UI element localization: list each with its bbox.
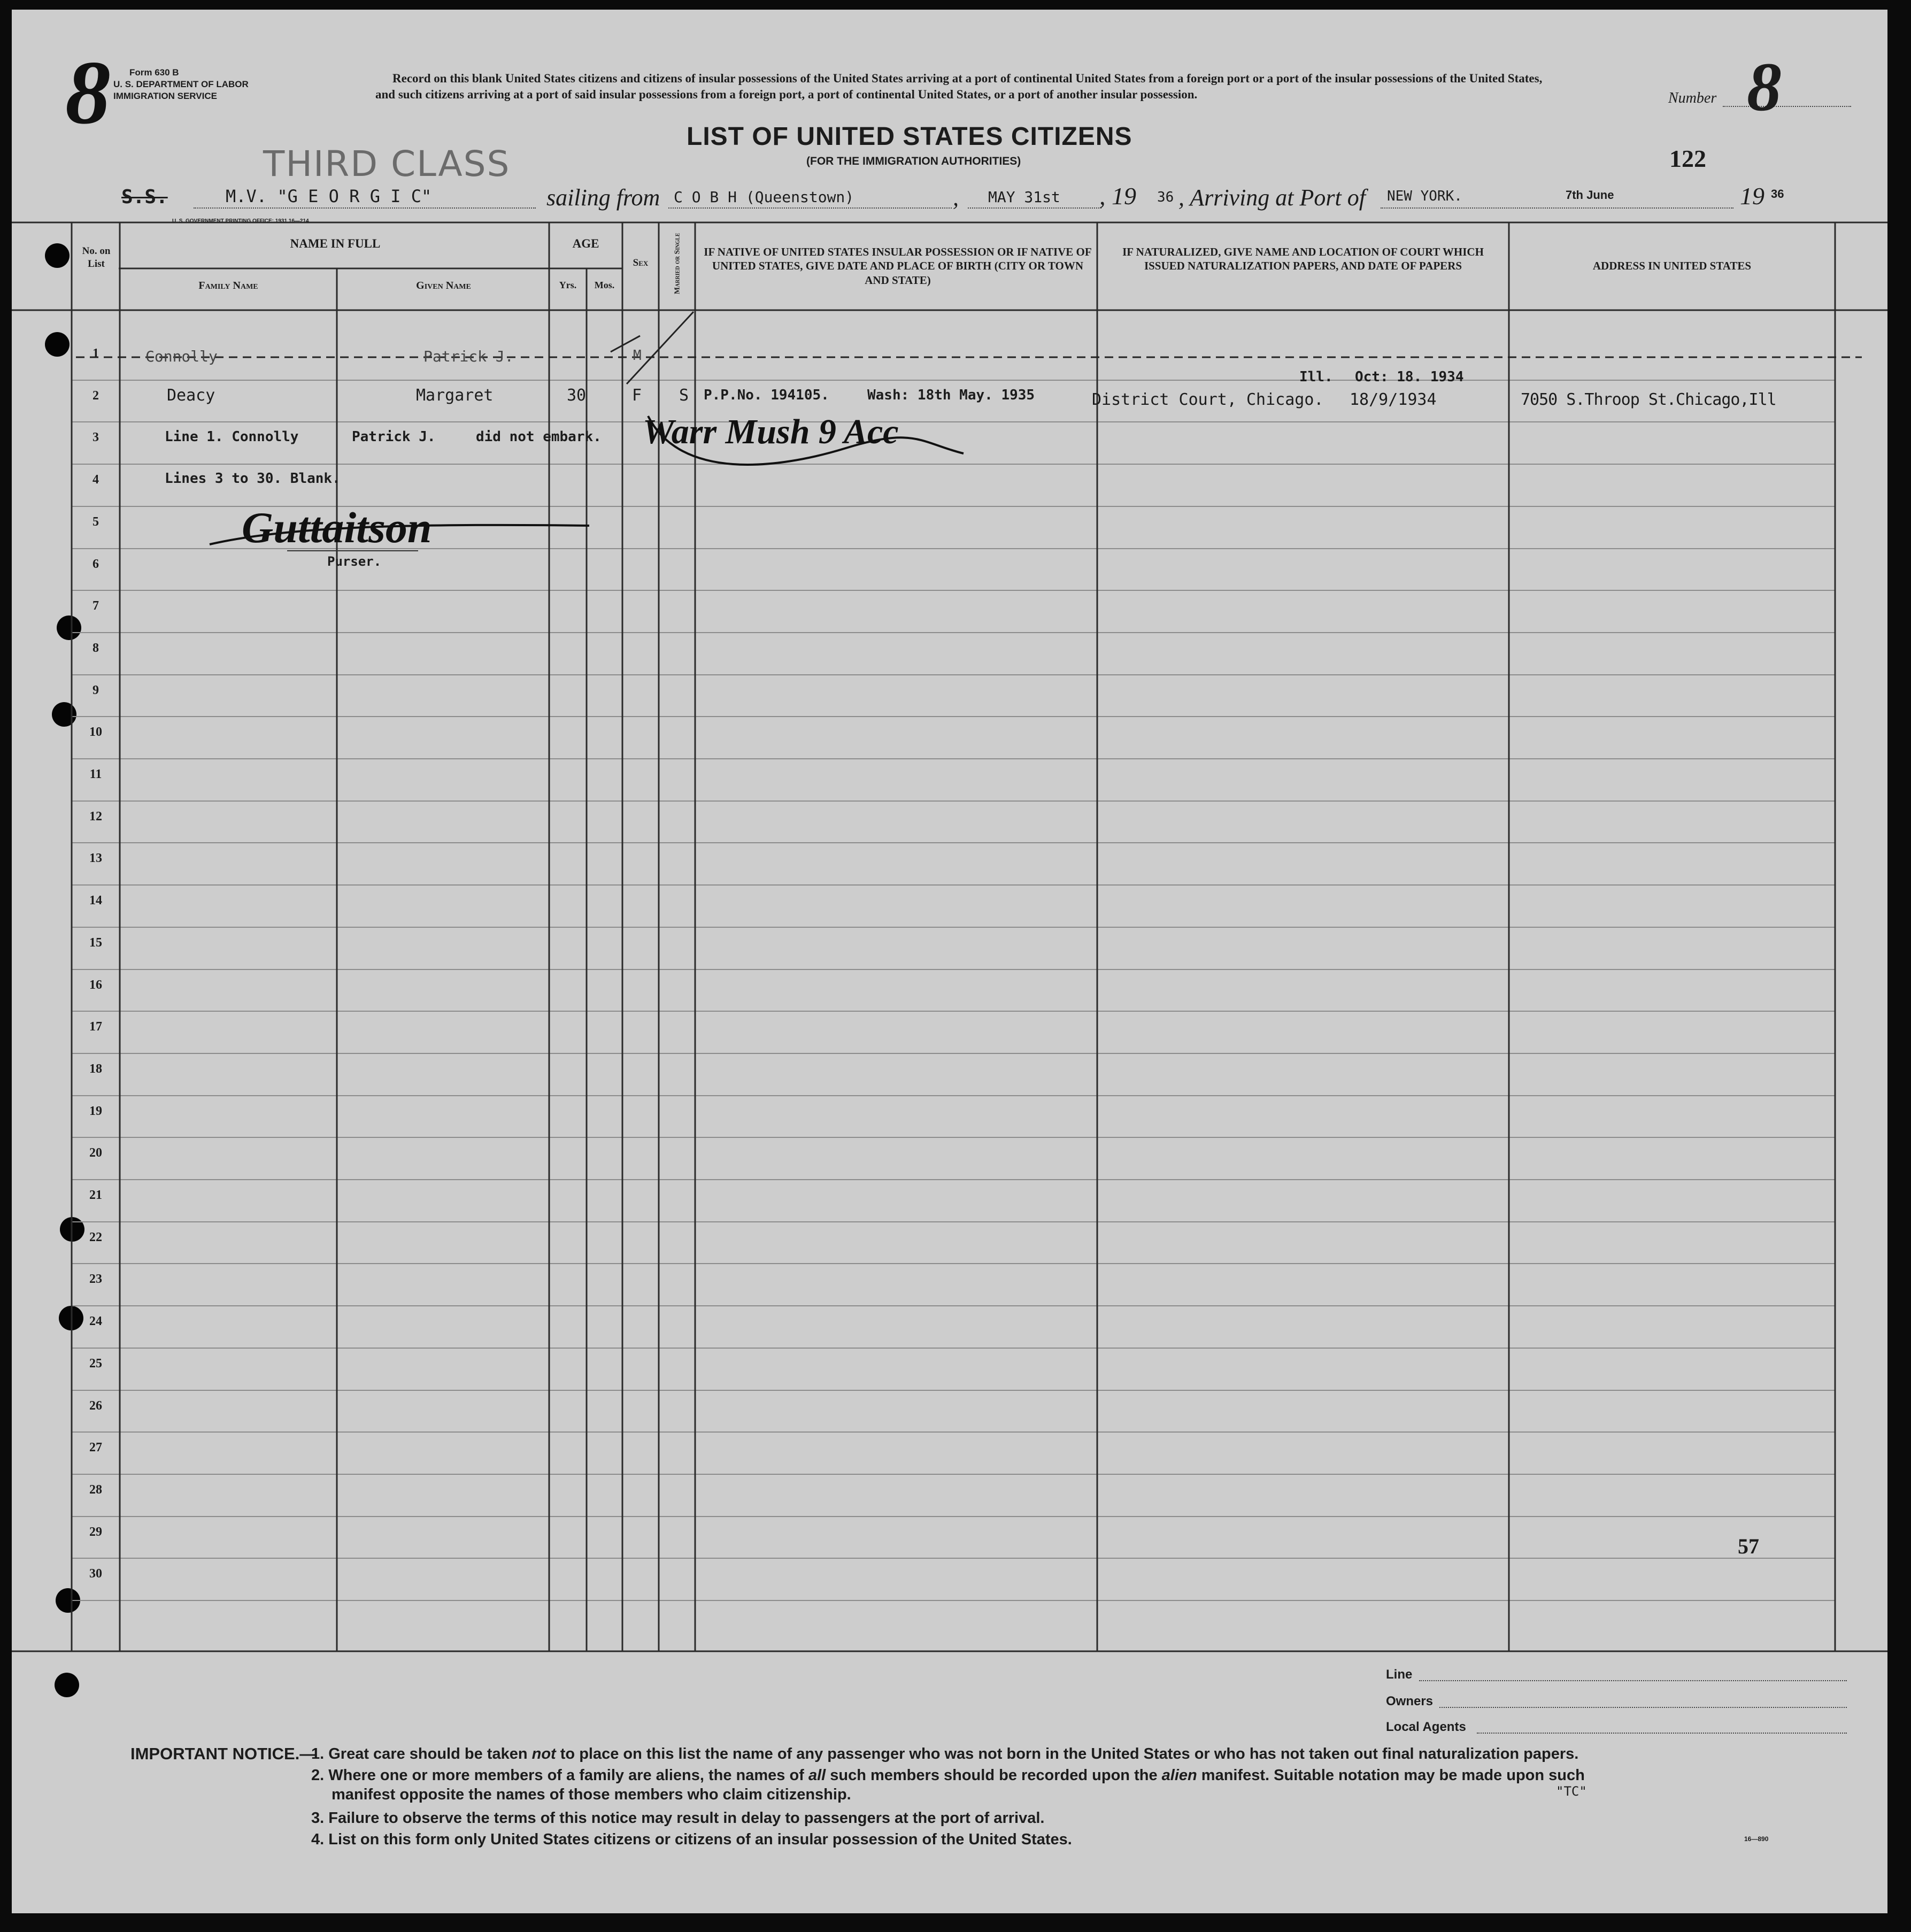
line-number: 13 [89,851,102,865]
notice-item-2-continued: manifest opposite the names of those members who claim citizenship. [332,1786,851,1803]
col-given-name: Given Name [416,280,471,291]
margin-number: 57 [1738,1534,1759,1558]
row2-age: 30 [567,386,587,405]
notice-2-text-b: such members should be recorded upon the [826,1767,1162,1784]
row2-family-name: Deacy [167,386,215,405]
table-grid [12,10,1887,1913]
line-number: 6 [93,557,99,571]
notice-2-text-c: manifest. Suitable notation may be made upon such [1197,1767,1585,1784]
notice-item-3: 3. Failure to observe the terms of this notice may result in delay to passengers at the port of arrival. [311,1810,1045,1827]
row2-court-date-typed: 18/9/1934 [1350,390,1437,409]
sailing-date: MAY 31st [988,188,1060,206]
line-number: 9 [93,683,99,697]
line-number: 8 [93,641,99,655]
purser-title: Purser. [327,554,382,569]
col-name-in-full: NAME IN FULL [290,237,381,250]
line-number: 12 [89,810,102,823]
notice-1-text-a: 1. Great care should be taken [311,1745,532,1762]
number-value: 8 [1747,49,1782,126]
manifest-sheet [12,10,1887,1913]
line-number: 20 [89,1146,102,1160]
line-number: 21 [89,1188,102,1202]
row2-passport: P.P.No. 194105. [704,387,829,403]
line-number: 28 [89,1483,102,1497]
line-number: 27 [89,1441,102,1454]
row2-marital-status: S [679,386,689,405]
line-number: 25 [89,1357,102,1371]
line-number: 1 [93,347,99,360]
tc-mark: "TC" [1556,1784,1587,1799]
service-label: IMMIGRATION SERVICE [113,91,217,101]
notice-2-emphasis-alien: alien [1161,1767,1197,1784]
line-number: 4 [93,473,99,487]
notice-title: IMPORTANT NOTICE.— [130,1744,317,1763]
row2-passport-issued: Wash: 18th May. 1935 [867,387,1035,403]
row2-court: District Court, Chicago. [1092,390,1324,409]
arrival-year-prefix: 19 [1740,182,1764,210]
form-number: Form 630 B [129,67,179,78]
row1-family-name: Connolly [145,348,218,365]
arrival-date: 7th June [1566,188,1614,202]
class-stamp: THIRD CLASS [263,143,511,184]
line-number: 15 [89,936,102,950]
col-married-single: Married or Single [673,233,682,295]
line-underline [1419,1680,1847,1681]
line-number: 29 [89,1525,102,1539]
line-number: 30 [89,1567,102,1581]
row1-sex: M [633,348,642,364]
instruction-paragraph: Record on this blank United States citizens and citizens of insular possessions of the United States arriving at a port of continental United States from a foreign port or a port of the insular possessions of the United States, and such citizens arriving at a port of said insular possessions from a foreign port, a port of continental United States, or a port of another insular possession. [375,72,1543,101]
col-no-on-list: No. on List [82,245,111,270]
col-sex: Sex [633,257,649,268]
sailing-from-label: sailing from [546,184,660,211]
vessel-name: M.V. "G E O R G I C" [226,186,432,206]
margin-handwritten-number: 8 [65,42,111,143]
notice-1-emphasis: not [531,1745,556,1762]
notice-item-2 [311,1767,1585,1784]
notice-item-4: 4. List on this form only United States citizens or citizens of an insular possession of the United States. [311,1831,1072,1848]
row2-court-state: Ill. [1299,369,1333,385]
line-number: 22 [89,1230,102,1244]
sail-year-prefix: , 19 [1099,182,1136,210]
comma-mark: , [953,184,959,211]
page-title: LIST OF UNITED STATES CITIZENS [687,122,1132,151]
col-birth-info: IF NATIVE OF UNITED STATES INSULAR POSSESSION OR IF NATIVE OF UNITED STATES, GIVE DATE AND PLACE OF BIRTH (CITY OR TOWN AND STATE) [704,245,1092,287]
handwritten-annotation: Warr Mush 9 Acc [643,412,899,451]
line-number: 26 [89,1399,102,1413]
line-label: Line [1386,1667,1413,1682]
row4-note: Lines 3 to 30. Blank. [165,471,341,487]
line-number: 10 [89,725,102,739]
line-number: 17 [89,1020,102,1034]
vessel-prefix: S.S. [121,186,168,208]
col-naturalization: IF NATURALIZED, GIVE NAME AND LOCATION OF COURT WHICH ISSUED NATURALIZATION PAPERS, AND DATE OF PAPERS [1122,245,1484,273]
row3-note-line: Line 1. Connolly [165,429,299,445]
arrival-port: NEW YORK. [1387,188,1462,204]
local-agents-label: Local Agents [1386,1720,1466,1734]
number-label: Number [1668,90,1717,106]
row2-address: 7050 S.Throop St.Chicago,Ill [1521,390,1776,409]
line-number: 11 [89,767,102,781]
col-age-years: Yrs. [559,280,577,290]
notice-2-text-a: 2. Where one or more members of a family are aliens, the names of [311,1767,808,1784]
owners-label: Owners [1386,1694,1434,1708]
line-number: 5 [93,515,99,529]
line-number: 18 [89,1062,102,1076]
notice-item-1 [311,1745,1578,1763]
owners-underline [1439,1707,1847,1708]
col-address: ADDRESS IN UNITED STATES [1592,259,1752,272]
line-number: 14 [89,894,102,907]
line-number: 7 [93,599,99,613]
row2-given-name: Margaret [416,386,494,405]
form-code: 16—890 [1744,1835,1769,1843]
line-number: 24 [89,1314,102,1328]
arrival-year: 36 [1771,187,1784,201]
sailing-from-port: C O B H (Queenstown) [674,188,854,206]
page-stamp-number: 122 [1669,145,1706,172]
row2-sex: F [632,386,642,405]
line-number: 3 [93,430,99,444]
line-number: 19 [89,1104,102,1118]
col-age: AGE [572,237,599,250]
arriving-label: , Arriving at Port of [1178,184,1366,211]
row1-given-name: Patrick J. [423,348,514,365]
sail-year: 36 [1157,189,1174,205]
row3-note-status: did not embark. [476,429,602,445]
row3-note-name: Patrick J. [352,429,436,445]
page-subtitle: (FOR THE IMMIGRATION AUTHORITIES) [806,155,1021,167]
col-family-name: Family Name [198,280,258,291]
row2-court-date-corrected: Oct: 18. 1934 [1355,369,1464,385]
col-age-months: Mos. [594,280,615,290]
notice-2-emphasis-all: all [808,1767,826,1784]
line-number: 16 [89,978,102,992]
line-number: 2 [93,389,99,403]
printing-note: U. S. GOVERNMENT PRINTING OFFICE: 1931 16—214 [172,218,309,224]
local-agents-underline [1477,1733,1847,1734]
department-label: U. S. DEPARTMENT OF LABOR [113,79,249,89]
purser-signature: Guttaitson [242,503,432,552]
line-number: 23 [89,1272,102,1286]
notice-1-text-b: to place on this list the name of any passenger who was not born in the United States or who has not taken out final naturalization papers. [556,1745,1579,1762]
